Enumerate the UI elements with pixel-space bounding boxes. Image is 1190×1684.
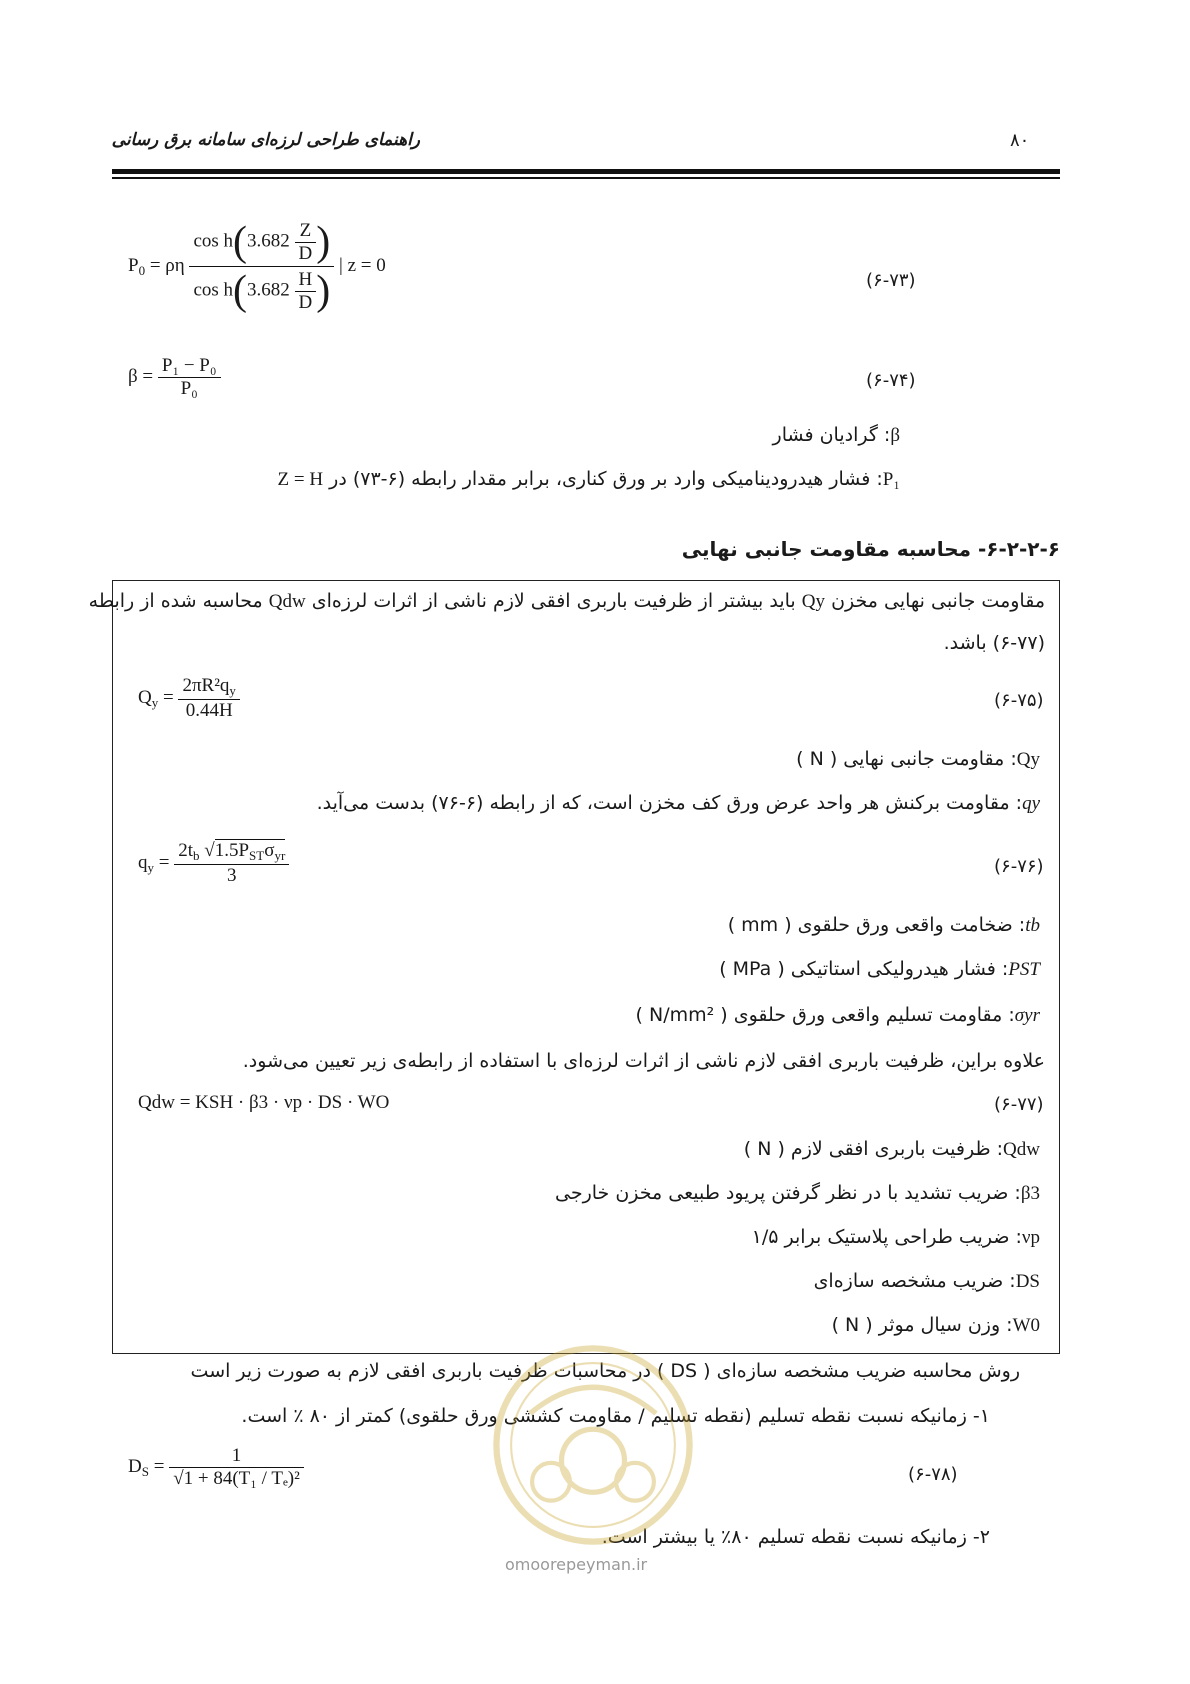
definition-w0: W0: وزن سیال موثر ( N ) bbox=[831, 1314, 1040, 1336]
watermark-site: omoorepeyman.ir bbox=[505, 1555, 648, 1574]
equation-6-78: $D_S$ = $\frac{1}{\text{√1 + 84(T₁ / Tₑ)²}}$ bbox=[128, 1445, 304, 1490]
equation-number-6-75: (۶-۷۵) bbox=[994, 690, 1044, 711]
note-eq77: علاوه براین، ظرفیت باربری افقی لازم ناشی از اثرات لرزه‌ای با استفاده از رابطه‌ی زیر تعیین می‌شود. bbox=[242, 1050, 1045, 1072]
definition-beta: β: گرادیان فشار bbox=[772, 424, 900, 446]
ds-method-line: روش محاسبه ضریب مشخصه سازه‌ای ( DS ) در محاسبات ظرفیت باربری افقی لازم به صورت زیر است bbox=[190, 1360, 1020, 1382]
section-title: ۶-۲-۲-۶- محاسبه مقاومت جانبی نهایی bbox=[681, 537, 1060, 561]
definition-nup: νp: ضریب طراحی پلاستیک برابر ۱/۵ bbox=[751, 1226, 1040, 1248]
definition-qy-cap: Qy: مقاومت جانبی نهایی ( N ) bbox=[796, 748, 1040, 770]
equation-number-6-78: (۶-۷۸) bbox=[908, 1464, 958, 1485]
equation-6-75: $Q_y$ = $\frac{2\pi R^2q_y}{0.44H}$ bbox=[138, 675, 240, 722]
equation-number-6-77: (۶-۷۷) bbox=[994, 1094, 1044, 1115]
equation-6-76: $q_y$ = $\frac{2t_b √1.5P_{ST}\sigma_{yr}}{3}$ bbox=[138, 840, 289, 887]
equation-number-6-73: (۶-۷۳) bbox=[866, 270, 916, 291]
equation-6-74: β = $\frac{\text{P₁ − P₀}}{\text{P₀}}$ bbox=[128, 355, 221, 400]
page-number: ۸۰ bbox=[1010, 130, 1030, 151]
box-intro-line-1: مقاومت جانبی نهایی مخزن Qy باید بیشتر از ظرفیت باربری افقی لازم ناشی از اثرات لرزه‌ای Qdw محاسبه شده از رابطه bbox=[88, 590, 1045, 612]
equation-6-77: Qdw = KSH · β3 · νp · DS · WO bbox=[138, 1092, 390, 1113]
ds-case-1: ۱- زمانیکه نسبت نقطه تسلیم (نقطه تسلیم / مقاومت کششی ورق حلقوی) کمتر از ۸۰ ٪ است. bbox=[241, 1405, 990, 1427]
definition-ds: DS: ضریب مشخصه سازه‌ای bbox=[813, 1270, 1040, 1292]
definition-qdw: Qdw: ظرفیت باربری افقی لازم ( N ) bbox=[743, 1138, 1040, 1160]
definition-p1: P₁: فشار هیدرودینامیکی وارد بر ورق کناری، برابر مقدار رابطه (۶-۷۳) در Z = H bbox=[277, 468, 900, 490]
header-rule-thin bbox=[112, 177, 1060, 179]
ds-case-2: ۲- زمانیکه نسبت نقطه تسلیم ۸۰٪ یا بیشتر است. bbox=[601, 1526, 990, 1548]
watermark-seal bbox=[488, 1340, 698, 1550]
definition-tb: tb: ضخامت واقعی ورق حلقوی ( mm ) bbox=[727, 914, 1040, 936]
definition-qy-small: qy: مقاومت برکنش هر واحد عرض ورق کف مخزن است، که از رابطه (۶-۷۶) بدست می‌آید. bbox=[316, 792, 1040, 814]
definition-pst: PST: فشار هیدرولیکی استاتیکی ( MPa ) bbox=[719, 958, 1040, 980]
definition-sigma-yr: σyr: مقاومت تسلیم واقعی ورق حلقوی ( N/mm² ) bbox=[635, 1004, 1040, 1026]
header-rule bbox=[112, 169, 1060, 174]
equation-number-6-74: (۶-۷۴) bbox=[866, 370, 916, 391]
equation-number-6-76: (۶-۷۶) bbox=[994, 856, 1044, 877]
definition-beta3: β3: ضریب تشدید با در نظر گرفتن پریود طبیعی مخزن خارجی bbox=[555, 1182, 1040, 1204]
box-intro-line-2: (۶-۷۷) باشد. bbox=[943, 632, 1045, 654]
running-header-title: راهنمای طراحی لرزه‌ای سامانه برق رسانی bbox=[111, 130, 420, 150]
equation-6-73: $P_0 = \rho\eta$ cos h(3.682 $\frac{Z}{D}$ ) cos h(3.682 $\frac{H}{D}$ ) | z = 0 bbox=[128, 219, 386, 314]
